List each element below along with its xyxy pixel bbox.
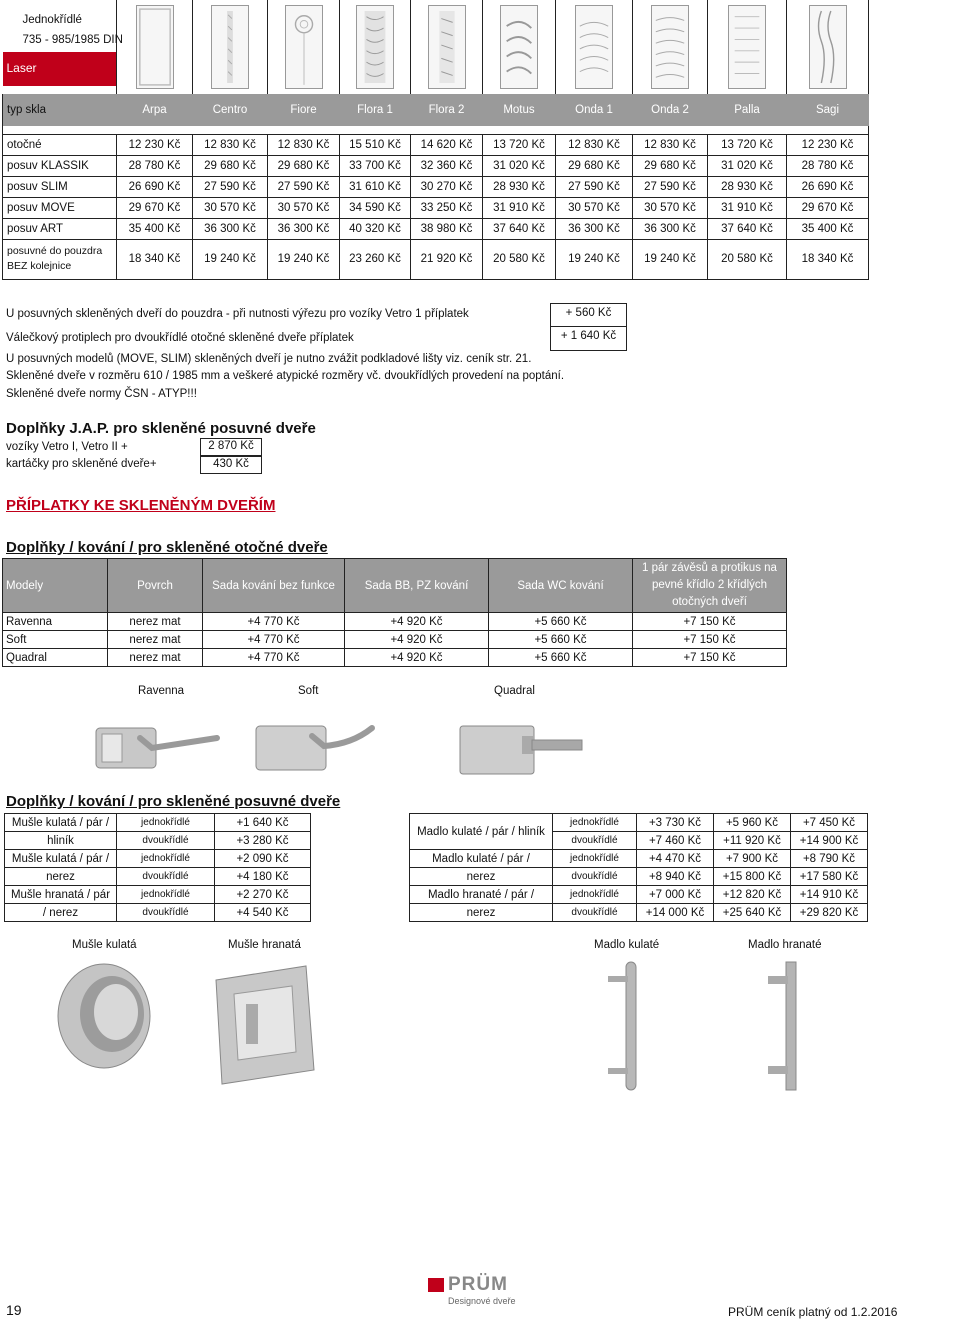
price-cell: 31 610 Kč [340, 176, 411, 197]
shell-type: dvoukřídlé [117, 868, 215, 886]
square-pull-handle-image [760, 960, 820, 1092]
pull-type: jednokřídlé [553, 886, 637, 904]
logo-tagline: Designové dveře [448, 1296, 516, 1306]
price-row-label: posuv MOVE [3, 197, 117, 218]
price-cell: 13 720 Kč [483, 134, 556, 155]
price-cell: 40 320 Kč [340, 218, 411, 239]
glass-door-price-table [2, 0, 869, 280]
price-row-label: posuv SLIM [3, 176, 117, 197]
glass-type-onda-1: Onda 1 [556, 94, 633, 126]
price-row-label: posuv ART [3, 218, 117, 239]
price-cell: 19 240 Kč [556, 239, 633, 279]
door-image-arpa [117, 0, 193, 94]
swing-row [3, 613, 787, 631]
label-round-pull: Madlo kulaté [594, 939, 660, 951]
pull-price: +8 790 Kč [791, 850, 868, 868]
shell-row [5, 886, 311, 904]
prum-logo [428, 1276, 538, 1312]
label-square-shell: Mušle hranatá [228, 939, 301, 951]
price-cell: 12 830 Kč [633, 134, 708, 155]
round-shell-image [52, 958, 162, 1076]
swing-header-hinges-line: otočných dveří [672, 596, 747, 608]
swing-cell: nerez mat [108, 613, 203, 631]
price-rows [3, 134, 869, 279]
price-cell: 18 340 Kč [787, 239, 869, 279]
price-cell: 13 720 Kč [708, 134, 787, 155]
price-cell: 30 570 Kč [556, 197, 633, 218]
swing-header-surface: Povrch [108, 559, 203, 613]
price-cell: 23 260 Kč [340, 239, 411, 279]
jap-item-price: 430 Kč [200, 456, 262, 474]
pull-row [410, 886, 868, 904]
price-cell: 27 590 Kč [193, 176, 268, 197]
pull-type: jednokřídlé [553, 850, 637, 868]
logo-mark [428, 1278, 444, 1292]
pull-price: +15 800 Kč [714, 868, 791, 886]
shell-price: +4 540 Kč [215, 904, 311, 922]
shell-row [5, 868, 311, 886]
price-cell: 14 620 Kč [411, 134, 483, 155]
shell-type: dvoukřídlé [117, 832, 215, 850]
glass-type-fiore: Fiore [268, 94, 340, 126]
note-roller-plate-price: + 1 640 Kč [550, 327, 627, 351]
shell-name: / nerez [5, 904, 117, 922]
swing-cell: +5 660 Kč [489, 613, 633, 631]
pull-price: +7 900 Kč [714, 850, 791, 868]
glass-type-motus: Motus [483, 94, 556, 126]
handle-label-soft: Soft [298, 685, 319, 697]
pull-type: dvoukřídlé [553, 904, 637, 922]
price-cell: 19 240 Kč [633, 239, 708, 279]
price-cell: 18 340 Kč [117, 239, 193, 279]
price-cell: 29 680 Kč [633, 155, 708, 176]
swing-cell: +4 920 Kč [345, 613, 489, 631]
shell-price: +1 640 Kč [215, 814, 311, 832]
pull-price: +7 460 Kč [637, 832, 714, 850]
header-line-2: 735 - 985/1985 DIN [22, 34, 123, 46]
pull-price: +14 910 Kč [791, 886, 868, 904]
pull-type: dvoukřídlé [553, 832, 637, 850]
price-cell: 29 670 Kč [787, 197, 869, 218]
shell-price: +3 280 Kč [215, 832, 311, 850]
pull-price: +17 580 Kč [791, 868, 868, 886]
swing-cell: +4 770 Kč [203, 613, 345, 631]
glass-type-flora-1: Flora 1 [340, 94, 411, 126]
price-cell: 37 640 Kč [708, 218, 787, 239]
swing-cell: +4 920 Kč [345, 631, 489, 649]
label-round-shell: Mušle kulatá [72, 939, 137, 951]
price-cell: 28 780 Kč [787, 155, 869, 176]
pull-price: +14 000 Kč [637, 904, 714, 922]
shell-row [5, 832, 311, 850]
glass-type-centro: Centro [193, 94, 268, 126]
swing-header-set-bb-pz: Sada BB, PZ kování [345, 559, 489, 613]
pull-price: +14 900 Kč [791, 832, 868, 850]
pull-price: +4 470 Kč [637, 850, 714, 868]
handle-label-quadral: Quadral [494, 685, 535, 697]
swing-row [3, 631, 787, 649]
price-row-pocket [3, 239, 869, 279]
price-cell: 28 780 Kč [117, 155, 193, 176]
round-pull-handle-image [600, 960, 660, 1092]
shell-price: +2 090 Kč [215, 850, 311, 868]
swing-hardware-table [2, 558, 787, 667]
shell-name: Mušle kulatá / pár / [5, 814, 117, 832]
jap-item-label: kartáčky pro skleněné dveře+ [6, 458, 157, 470]
price-cell: 38 980 Kč [411, 218, 483, 239]
price-cell: 19 240 Kč [193, 239, 268, 279]
note-atypical-sizes: Skleněné dveře v rozměru 610 / 1985 mm a veškeré atypické rozměry vč. dvoukřídlých provedení na poptání. [6, 370, 565, 382]
pull-price: +7 450 Kč [791, 814, 868, 832]
swing-model-name: Soft [3, 631, 108, 649]
swing-cell: nerez mat [108, 649, 203, 667]
price-cell: 35 400 Kč [787, 218, 869, 239]
handle-label-ravenna: Ravenna [138, 685, 185, 697]
price-row [3, 197, 869, 218]
price-cell: 30 570 Kč [633, 197, 708, 218]
price-cell: 27 590 Kč [556, 176, 633, 197]
pull-name: Madlo kulaté / pár / [410, 850, 553, 868]
swing-cell: +4 770 Kč [203, 649, 345, 667]
price-cell: 12 830 Kč [268, 134, 340, 155]
door-image-motus [483, 0, 556, 94]
sliding-hardware-title: Doplňky / kování / pro skleněné posuvné dveře [6, 793, 341, 810]
price-cell: 12 830 Kč [556, 134, 633, 155]
price-cell: 30 570 Kč [268, 197, 340, 218]
price-row-label: otočné [3, 134, 117, 155]
pull-row [410, 868, 868, 886]
shell-row [5, 814, 311, 832]
shell-name: Mušle kulatá / pár / [5, 850, 117, 868]
pull-price: +25 640 Kč [714, 904, 791, 922]
pull-name: Madlo hranaté / pár / [410, 886, 553, 904]
pull-price: +7 000 Kč [637, 886, 714, 904]
door-image-palla [708, 0, 787, 94]
price-cell: 20 580 Kč [483, 239, 556, 279]
note-roller-plate: Válečkový protiplech pro dvoukřídlé otočné skleněné dveře příplatek [6, 332, 354, 344]
jap-title: Doplňky J.A.P. pro skleněné posuvné dveře [6, 420, 316, 437]
price-cell: 20 580 Kč [708, 239, 787, 279]
price-list-validity: PRÜM ceník platný od 1.2.2016 [728, 1305, 898, 1319]
shell-name: hliník [5, 832, 117, 850]
price-cell: 21 920 Kč [411, 239, 483, 279]
price-cell: 35 400 Kč [117, 218, 193, 239]
laser-label: Laser [3, 52, 117, 86]
pull-row [410, 850, 868, 868]
shell-type: jednokřídlé [117, 886, 215, 904]
shell-row [5, 850, 311, 868]
glass-type-arpa: Arpa [117, 94, 193, 126]
door-image-sagi [787, 0, 869, 94]
glass-type-palla: Palla [708, 94, 787, 126]
swing-cell: nerez mat [108, 631, 203, 649]
note-pocket-cutout: U posuvných skleněných dveří do pouzdra - při nutnosti výřezu pro vozíky Vetro 1 příplatek [6, 308, 469, 320]
jap-item-price: 2 870 Kč [200, 438, 262, 456]
pull-price: +29 820 Kč [791, 904, 868, 922]
swing-model-name: Ravenna [3, 613, 108, 631]
swing-header-set-no-function: Sada kování bez funkce [203, 559, 345, 613]
swing-cell: +7 150 Kč [633, 631, 787, 649]
pull-row [410, 904, 868, 922]
swing-cell: +5 660 Kč [489, 631, 633, 649]
price-cell: 30 270 Kč [411, 176, 483, 197]
price-cell: 37 640 Kč [483, 218, 556, 239]
note-csn-atyp: Skleněné dveře normy ČSN - ATYP!!! [6, 388, 197, 400]
jap-item-label: vozíky Vetro I, Vetro II + [6, 441, 128, 453]
door-image-centro [193, 0, 268, 94]
glass-type-onda-2: Onda 2 [633, 94, 708, 126]
shell-row [5, 904, 311, 922]
spacer-row [3, 126, 869, 134]
swing-cell: +7 150 Kč [633, 613, 787, 631]
swing-header-models: Modely [3, 559, 108, 613]
door-image-onda-2 [633, 0, 708, 94]
surcharge-title: PŘÍPLATKY KE SKLENĚNÝM DVEŘÍM [6, 497, 276, 514]
shell-price: +2 270 Kč [215, 886, 311, 904]
door-image-flora-1 [340, 0, 411, 94]
pull-price: +3 730 Kč [637, 814, 714, 832]
shell-type: dvoukřídlé [117, 904, 215, 922]
note-pocket-cutout-price: + 560 Kč [550, 303, 627, 327]
type-label: typ skla [3, 94, 117, 126]
price-cell: 12 830 Kč [193, 134, 268, 155]
sliding-handle-table [409, 813, 868, 922]
price-cell: 36 300 Kč [633, 218, 708, 239]
price-cell: 26 690 Kč [787, 176, 869, 197]
swing-cell: +4 920 Kč [345, 649, 489, 667]
door-image-onda-1 [556, 0, 633, 94]
price-cell: 36 300 Kč [556, 218, 633, 239]
price-cell: 29 680 Kč [268, 155, 340, 176]
pull-price: +8 940 Kč [637, 868, 714, 886]
price-cell: 31 020 Kč [483, 155, 556, 176]
price-cell: 19 240 Kč [268, 239, 340, 279]
glass-type-flora-2: Flora 2 [411, 94, 483, 126]
price-cell: 12 230 Kč [787, 134, 869, 155]
price-row [3, 134, 869, 155]
price-cell: 33 700 Kč [340, 155, 411, 176]
sliding-shell-rows [5, 814, 311, 922]
swing-cell: +7 150 Kč [633, 649, 787, 667]
price-cell: 27 590 Kč [268, 176, 340, 197]
price-cell: 32 360 Kč [411, 155, 483, 176]
price-cell: 36 300 Kč [193, 218, 268, 239]
price-cell: 30 570 Kč [193, 197, 268, 218]
price-cell: 29 670 Kč [117, 197, 193, 218]
pull-row [410, 814, 868, 832]
swing-cell: +4 770 Kč [203, 631, 345, 649]
note-base-strips: U posuvných modelů (MOVE, SLIM) skleněných dveří je nutno zvážit podkladové lišty viz. ceník str. 21. [6, 353, 532, 365]
price-row [3, 218, 869, 239]
shell-name: nerez [5, 868, 117, 886]
price-row [3, 176, 869, 197]
price-cell: 33 250 Kč [411, 197, 483, 218]
price-row-label [3, 239, 117, 279]
header-line-1: Jednokřídlé [22, 14, 82, 26]
price-cell: 26 690 Kč [117, 176, 193, 197]
ravenna-handle-image [92, 708, 232, 778]
swing-rows [3, 613, 787, 667]
glass-type-sagi: Sagi [787, 94, 869, 126]
pocket-label-line: BEZ kolejnice [7, 260, 72, 272]
header-info-cell [3, 0, 123, 94]
price-cell: 27 590 Kč [633, 176, 708, 197]
price-cell: 29 680 Kč [556, 155, 633, 176]
price-cell: 28 930 Kč [483, 176, 556, 197]
soft-handle-image [252, 708, 382, 778]
shell-name: Mušle hranatá / pár [5, 886, 117, 904]
door-image-flora-2 [411, 0, 483, 94]
swing-model-name: Quadral [3, 649, 108, 667]
price-row-label: posuv KLASSIK [3, 155, 117, 176]
price-cell: 36 300 Kč [268, 218, 340, 239]
sliding-shell-table [4, 813, 311, 922]
price-cell: 31 910 Kč [708, 197, 787, 218]
pull-type: dvoukřídlé [553, 868, 637, 886]
shell-type: jednokřídlé [117, 814, 215, 832]
swing-row [3, 649, 787, 667]
pocket-label-line: posuvné do pouzdra [7, 245, 103, 257]
pull-name: nerez [410, 904, 553, 922]
quadral-handle-image [452, 712, 592, 782]
price-cell: 12 230 Kč [117, 134, 193, 155]
logo-brand: PRÜM [448, 1274, 508, 1295]
shell-type: jednokřídlé [117, 850, 215, 868]
door-image-fiore [268, 0, 340, 94]
pull-price: +12 820 Kč [714, 886, 791, 904]
pull-type: jednokřídlé [553, 814, 637, 832]
price-cell: 34 590 Kč [340, 197, 411, 218]
label-square-pull: Madlo hranaté [748, 939, 822, 951]
price-cell: 31 020 Kč [708, 155, 787, 176]
pull-name: nerez [410, 868, 553, 886]
swing-cell: +5 660 Kč [489, 649, 633, 667]
pull-price: +5 960 Kč [714, 814, 791, 832]
pull-name: Madlo kulaté / pár / hliník [410, 814, 553, 850]
price-cell: 28 930 Kč [708, 176, 787, 197]
swing-hardware-title: Doplňky / kování / pro skleněné otočné dveře [6, 539, 328, 556]
square-shell-image [206, 960, 324, 1088]
swing-header-set-wc: Sada WC kování [489, 559, 633, 613]
price-cell: 31 910 Kč [483, 197, 556, 218]
sliding-handle-rows [410, 814, 868, 922]
swing-header-hinges [633, 559, 787, 613]
page-number: 19 [6, 1302, 22, 1318]
price-cell: 29 680 Kč [193, 155, 268, 176]
shell-price: +4 180 Kč [215, 868, 311, 886]
swing-header-hinges-line: pevné křídlo 2 křídlých [651, 579, 768, 591]
price-row [3, 155, 869, 176]
swing-header-hinges-line: 1 pár závěsů a protikus na [642, 562, 777, 574]
price-cell: 15 510 Kč [340, 134, 411, 155]
pull-price: +11 920 Kč [714, 832, 791, 850]
